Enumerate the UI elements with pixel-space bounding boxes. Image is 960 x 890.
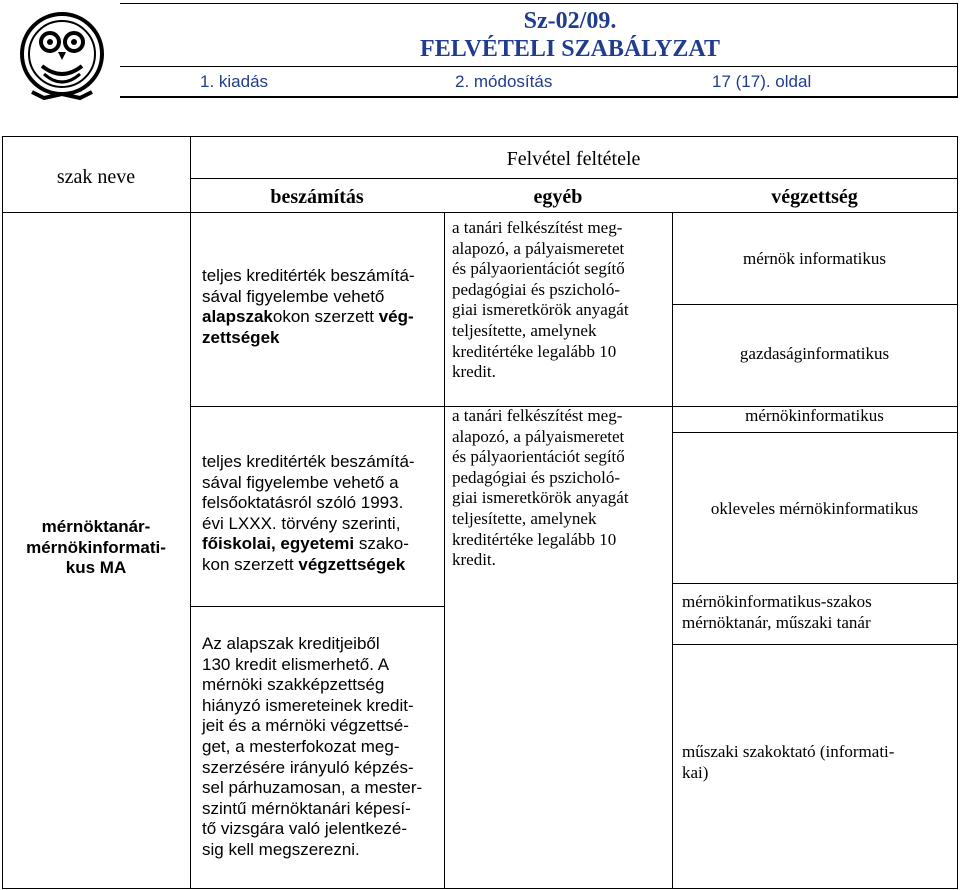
text-span: teljes kreditérték beszámítá- xyxy=(202,452,415,471)
text-span: felsőoktatásról szóló 1993. xyxy=(202,493,404,513)
text-line: teljesítette, amelynek xyxy=(452,509,597,528)
text-line xyxy=(202,493,403,514)
text-line: mérnökinformatikus-szakos xyxy=(682,592,872,611)
subheader-border xyxy=(190,178,957,179)
text-line: műszaki szakoktató (informati- xyxy=(682,742,895,761)
text-line: szerzésére irányuló képzés- xyxy=(202,757,414,777)
bold-text: zettségek xyxy=(202,327,280,347)
doc-code: Sz-02/09. xyxy=(523,8,617,34)
text-line xyxy=(202,328,279,349)
text-line xyxy=(202,534,409,555)
text-line xyxy=(202,555,405,576)
col-divider-3 xyxy=(672,212,673,889)
text-line: hiányzó ismereteinek kredit- xyxy=(202,695,414,715)
text-line: mérnök informatikus xyxy=(742,249,887,268)
text-line: mérnökinformati- xyxy=(26,537,166,557)
text-line: jeit és a mérnöki végzettsé- xyxy=(202,716,409,736)
table-bottom-border xyxy=(2,888,957,889)
header-mid-rule xyxy=(120,66,958,67)
vegz-border-1 xyxy=(672,304,957,305)
text-line: alapozó, a pályaismeretet xyxy=(452,238,625,258)
col-divider-2 xyxy=(444,212,445,889)
col-header-felvetel: Felvétel feltétele xyxy=(506,148,641,170)
logo xyxy=(14,6,110,106)
header-row-border xyxy=(2,212,957,213)
text-line: pedagógiai és pszicholó- xyxy=(452,279,621,299)
table-left-border xyxy=(2,136,3,889)
text-line: giai ismeretkörök anyagát xyxy=(452,300,629,320)
text-line: get, a mesterfokozat meg- xyxy=(202,737,400,756)
text-line: szintű mérnöktanári képesí- xyxy=(202,798,411,818)
header-top-rule xyxy=(120,3,958,4)
text-span: teljes kreditérték beszámítá- xyxy=(202,266,415,285)
text-line: kreditértéke legalább 10 xyxy=(452,529,617,549)
text-line xyxy=(202,266,415,287)
vegz-border-3 xyxy=(672,432,957,433)
text-line: pedagógiai és pszicholó- xyxy=(452,467,621,487)
text-line: tő vizsgára való jelentkezé- xyxy=(202,819,408,839)
text-line: mérnöktanár, műszaki tanár xyxy=(682,612,871,632)
edition-label: 1. kiadás xyxy=(200,72,269,91)
col-header-egyeb: egyéb xyxy=(533,186,583,208)
bold-text: főiskolai, egyetemi xyxy=(202,534,355,554)
text-line: és pályaorientációt segítő xyxy=(452,447,625,467)
owl-logo-icon xyxy=(14,6,110,106)
text-line: mérnöktanár- xyxy=(41,517,151,536)
text-line xyxy=(202,287,384,308)
text-line: gazdaságinformatikus xyxy=(739,344,890,363)
text-line: Az alapszak kreditjeiből xyxy=(202,634,380,653)
vegz-border-5 xyxy=(672,644,957,645)
modification-label: 2. módosítás xyxy=(455,72,553,91)
text-line xyxy=(202,473,399,494)
bold-text: alapszak xyxy=(202,307,273,327)
vegz-border-4 xyxy=(672,583,957,584)
text-line xyxy=(202,514,400,535)
text-line: a tanári felkészítést meg- xyxy=(452,406,623,425)
header-right-rule xyxy=(957,3,958,97)
bold-text: vég- xyxy=(378,307,414,327)
col-divider-1 xyxy=(190,136,191,889)
bold-text: végzettségek xyxy=(298,555,406,574)
text-line: teljesítette, amelynek xyxy=(452,321,597,340)
text-line: kai) xyxy=(682,762,709,782)
text-line: mérnökinformatikus xyxy=(745,406,884,425)
table-top-border xyxy=(2,136,957,137)
text-line: és pályaorientációt segítő xyxy=(452,259,625,279)
text-line: kreditértéke legalább 10 xyxy=(452,341,617,361)
row-border-2 xyxy=(190,606,444,607)
header-bottom-rule xyxy=(120,96,958,98)
text-line: sig kell megszerezni. xyxy=(202,840,360,859)
text-line: alapozó, a pályaismeretet xyxy=(452,426,625,446)
text-line: kredit. xyxy=(452,550,496,570)
text-line xyxy=(202,452,415,473)
doc-title: FELVÉTELI SZABÁLYZAT xyxy=(420,36,720,62)
text-span: szako- xyxy=(354,534,409,554)
text-line: mérnöki szakképzettség xyxy=(202,675,385,695)
col-header-beszamitas: beszámítás xyxy=(270,186,364,208)
table-right-border xyxy=(957,136,958,889)
text-line: a tanári felkészítést meg- xyxy=(452,218,623,237)
text-line: 130 kredit elismerhető. A xyxy=(202,654,390,674)
page-number: 17 (17). oldal xyxy=(712,72,812,91)
col-header-szak: szak neve xyxy=(56,166,136,188)
text-span: sával figyelembe vehető a xyxy=(202,472,399,492)
text-span: sával figyelembe vehető xyxy=(202,286,385,306)
col-header-vegzettseg: végzettség xyxy=(771,186,858,208)
text-line xyxy=(202,307,414,328)
text-span: évi LXXX. törvény szerinti, xyxy=(202,513,401,533)
text-span: okon szerzett xyxy=(272,307,379,327)
text-line: kredit. xyxy=(452,362,496,382)
text-line: giai ismeretkörök anyagát xyxy=(452,488,629,508)
text-line: sel párhuzamosan, a mester- xyxy=(202,778,423,798)
text-line: okleveles mérnökinformatikus xyxy=(710,499,919,518)
text-span: kon szerzett xyxy=(202,555,299,574)
text-line: kus MA xyxy=(65,558,127,578)
